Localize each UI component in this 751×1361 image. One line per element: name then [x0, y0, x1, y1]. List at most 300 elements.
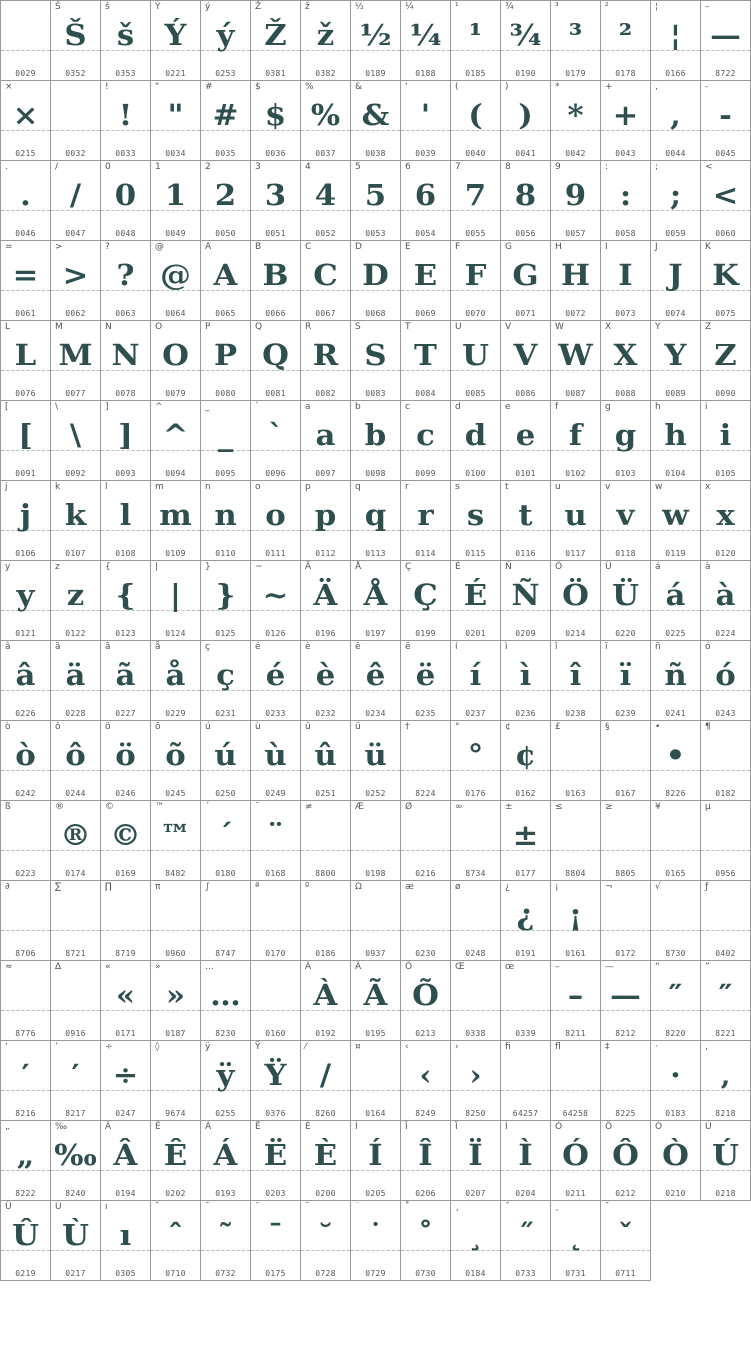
glyph-label: é — [255, 642, 261, 652]
glyph-sample: Ù — [62, 1217, 89, 1252]
glyph-label: A — [205, 242, 212, 252]
glyph-cell — [401, 481, 451, 561]
glyph-code: 0217 — [65, 1269, 86, 1278]
glyph-cell — [501, 241, 551, 321]
glyph-cell — [551, 561, 601, 641]
glyph-code: 0077 — [65, 389, 86, 398]
glyph-sample: & — [361, 97, 390, 132]
glyph-sample: Û — [12, 1217, 39, 1252]
glyph-sample: 8 — [514, 177, 537, 212]
glyph-code: 0103 — [615, 469, 636, 478]
glyph-label: Ç — [405, 562, 412, 572]
glyph-label: } — [205, 562, 211, 572]
glyph-sample — [701, 815, 751, 855]
glyph-sample: . — [20, 177, 31, 212]
glyph-code: 0121 — [15, 629, 36, 638]
glyph-code: 0161 — [565, 949, 586, 958]
glyph-sample: a — [315, 417, 336, 452]
glyph-sample: ? — [116, 257, 135, 292]
glyph-sample: Í — [368, 1137, 383, 1172]
glyph-code: 8230 — [215, 1029, 236, 1038]
glyph-label: ¥ — [655, 802, 661, 812]
glyph-sample: š — [116, 17, 135, 52]
glyph-code: 0117 — [565, 549, 586, 558]
glyph-label: » — [155, 962, 161, 972]
glyph-label: ⁄ — [305, 1042, 307, 1052]
glyph-code: 0189 — [365, 69, 386, 78]
glyph-cell — [501, 961, 551, 1041]
glyph-cell — [451, 721, 501, 801]
glyph-code: 0053 — [365, 229, 386, 238]
glyph-cell — [51, 241, 101, 321]
glyph-sample — [1, 895, 51, 935]
glyph-code: 0083 — [365, 389, 386, 398]
glyph-cell — [1, 881, 51, 961]
glyph-sample: ¦ — [669, 17, 682, 52]
glyph-label: ì — [505, 642, 508, 652]
glyph-sample: ] — [118, 417, 133, 452]
glyph-code: 0100 — [465, 469, 486, 478]
glyph-cell — [651, 561, 701, 641]
glyph-cell — [301, 961, 351, 1041]
glyph-sample: ü — [364, 737, 387, 772]
glyph-label: f — [555, 402, 559, 412]
glyph-sample: ´ — [217, 817, 234, 852]
glyph-label: Ò — [655, 1122, 663, 1132]
glyph-code: 0120 — [715, 549, 736, 558]
glyph-sample: ² — [618, 17, 633, 52]
glyph-cell — [201, 1121, 251, 1201]
glyph-cell — [201, 241, 251, 321]
glyph-label: Ï — [455, 1122, 458, 1132]
glyph-cell — [551, 1, 601, 81]
glyph-code: 0190 — [515, 69, 536, 78]
glyph-sample: ˝ — [517, 1217, 534, 1252]
glyph-code: 0199 — [415, 629, 436, 638]
glyph-label: ﬂ — [555, 1042, 561, 1052]
glyph-code: 0114 — [415, 549, 436, 558]
glyph-cell — [301, 561, 351, 641]
glyph-cell — [1, 1121, 51, 1201]
glyph-cell — [451, 881, 501, 961]
glyph-label: 4 — [305, 162, 311, 172]
glyph-label: v — [605, 482, 611, 492]
glyph-sample: @ — [160, 257, 191, 292]
glyph-cell — [701, 801, 751, 881]
glyph-code: 8249 — [415, 1109, 436, 1118]
glyph-cell — [1, 81, 51, 161]
glyph-label: ’ — [55, 1042, 58, 1052]
glyph-label: # — [205, 82, 213, 92]
glyph-cell — [101, 321, 151, 401]
glyph-cell — [501, 481, 551, 561]
glyph-cell — [601, 561, 651, 641]
glyph-sample: S — [364, 337, 387, 372]
glyph-sample — [51, 975, 101, 1015]
glyph-cell — [701, 401, 751, 481]
glyph-cell — [301, 481, 351, 561]
glyph-sample: ± — [512, 817, 539, 852]
glyph-code: 0204 — [515, 1189, 536, 1198]
glyph-cell — [51, 81, 101, 161]
glyph-code: 0123 — [115, 629, 136, 638]
glyph-code: 0732 — [215, 1269, 236, 1278]
glyph-cell — [551, 1121, 601, 1201]
glyph-label: i — [705, 402, 708, 412]
glyph-code: 0960 — [165, 949, 186, 958]
glyph-cell — [251, 801, 301, 881]
glyph-cell — [501, 401, 551, 481]
glyph-sample: ″ — [668, 977, 683, 1012]
glyph-code: 0916 — [65, 1029, 86, 1038]
glyph-sample: ï — [619, 657, 632, 692]
glyph-label: L — [5, 322, 11, 332]
glyph-sample: T — [414, 337, 437, 372]
glyph-cell — [601, 481, 651, 561]
glyph-cell — [351, 1041, 401, 1121]
glyph-code: 0728 — [315, 1269, 336, 1278]
glyph-label: á — [655, 562, 661, 572]
glyph-label: ³ — [555, 2, 559, 12]
glyph-cell — [651, 161, 701, 241]
glyph-sample: W — [558, 337, 593, 372]
glyph-code: 8747 — [215, 949, 236, 958]
glyph-label: ® — [55, 802, 64, 812]
glyph-sample: « — [115, 977, 136, 1012]
glyph-cell — [1, 401, 51, 481]
glyph-cell — [401, 81, 451, 161]
glyph-label: b — [355, 402, 361, 412]
glyph-code: 0195 — [365, 1029, 386, 1038]
glyph-code: 0710 — [165, 1269, 186, 1278]
glyph-cell — [51, 1201, 101, 1281]
glyph-code: 0253 — [215, 69, 236, 78]
glyph-sample: s — [466, 497, 485, 532]
glyph-label: ∑ — [55, 882, 62, 892]
glyph-sample: + — [612, 97, 639, 132]
glyph-label: Y — [655, 322, 661, 332]
glyph-label: ª — [255, 882, 260, 892]
glyph-cell — [151, 401, 201, 481]
glyph-sample: ô — [65, 737, 86, 772]
glyph-label: ò — [5, 722, 11, 732]
glyph-label: D — [355, 242, 362, 252]
glyph-label: π — [155, 882, 161, 892]
glyph-sample: Ú — [712, 1137, 739, 1172]
glyph-sample: 0 — [114, 177, 137, 212]
glyph-label: ó — [705, 642, 711, 652]
glyph-sample: u — [564, 497, 587, 532]
glyph-cell — [701, 321, 751, 401]
glyph-code: 0170 — [265, 949, 286, 958]
glyph-cell — [1, 721, 51, 801]
glyph-label: X — [605, 322, 612, 332]
glyph-sample: Ç — [413, 577, 438, 612]
glyph-sample: ) — [518, 97, 533, 132]
glyph-code: 0402 — [715, 949, 736, 958]
glyph-sample: > — [62, 257, 89, 292]
glyph-cell — [301, 161, 351, 241]
glyph-label: " — [155, 82, 160, 92]
glyph-code: 64258 — [562, 1109, 589, 1118]
glyph-cell — [601, 961, 651, 1041]
glyph-label: x — [705, 482, 711, 492]
glyph-code: 8220 — [665, 1029, 686, 1038]
glyph-cell — [451, 1041, 501, 1121]
glyph-sample: ¯ — [267, 1217, 284, 1252]
glyph-label: N — [105, 322, 112, 332]
glyph-code: 0044 — [665, 149, 686, 158]
glyph-label: ç — [205, 642, 210, 652]
glyph-label: ¡ — [555, 882, 559, 892]
glyph-code: 0160 — [265, 1029, 286, 1038]
glyph-code: 0048 — [115, 229, 136, 238]
glyph-code: 0227 — [115, 709, 136, 718]
glyph-label: H — [555, 242, 562, 252]
glyph-sample: ö — [115, 737, 136, 772]
glyph-cell — [51, 1041, 101, 1121]
glyph-label: Š — [55, 2, 61, 12]
glyph-cell — [1, 561, 51, 641]
glyph-cell — [551, 1201, 601, 1281]
glyph-code: 64257 — [512, 1109, 539, 1118]
glyph-label: % — [305, 82, 314, 92]
glyph-label: Œ — [455, 962, 465, 972]
glyph-code: 0194 — [115, 1189, 136, 1198]
glyph-cell — [51, 161, 101, 241]
glyph-label: ˙ — [355, 1202, 360, 1212]
glyph-code: 8706 — [15, 949, 36, 958]
glyph-code: 0113 — [365, 549, 386, 558]
glyph-label: , — [655, 82, 658, 92]
glyph-code: 0196 — [315, 629, 336, 638]
glyph-sample — [1, 975, 51, 1015]
glyph-cell — [651, 961, 701, 1041]
glyph-label: ¨ — [255, 802, 260, 812]
glyph-code: 0216 — [415, 869, 436, 878]
glyph-label: ¼ — [405, 2, 414, 12]
glyph-sample — [601, 815, 651, 855]
glyph-label: Ì — [505, 1122, 508, 1132]
glyph-code: 0078 — [115, 389, 136, 398]
glyph-sample: ¹ — [468, 17, 483, 52]
glyph-cell — [351, 321, 401, 401]
glyph-code: 0116 — [515, 549, 536, 558]
glyph-cell — [501, 1, 551, 81]
glyph-code: 0040 — [465, 149, 486, 158]
glyph-cell — [701, 1, 751, 81]
glyph-cell — [451, 401, 501, 481]
glyph-cell — [701, 561, 751, 641]
glyph-label: ˇ — [605, 1202, 610, 1212]
glyph-sample: · — [670, 1057, 681, 1092]
glyph-label: . — [5, 162, 8, 172]
glyph-label: • — [655, 722, 661, 732]
glyph-code: 8730 — [665, 949, 686, 958]
glyph-cell — [551, 161, 601, 241]
glyph-cell — [451, 1, 501, 81]
glyph-sample — [251, 895, 301, 935]
glyph-sample: Ó — [562, 1137, 589, 1172]
glyph-cell — [51, 641, 101, 721]
glyph-code: 0041 — [515, 149, 536, 158]
glyph-label: Ω — [355, 882, 362, 892]
glyph-code: 0352 — [65, 69, 86, 78]
glyph-code: 0192 — [315, 1029, 336, 1038]
glyph-sample: Ë — [263, 1137, 288, 1172]
glyph-sample: { — [115, 577, 136, 612]
glyph-label: ë — [405, 642, 411, 652]
glyph-code: 0089 — [665, 389, 686, 398]
glyph-label: ≠ — [305, 802, 313, 812]
glyph-sample — [451, 895, 501, 935]
glyph-sample: Ò — [662, 1137, 689, 1172]
glyph-sample: x — [716, 497, 735, 532]
glyph-label: ∏ — [105, 882, 112, 892]
glyph-sample: ã — [115, 657, 136, 692]
glyph-sample — [51, 95, 101, 135]
glyph-label: z — [55, 562, 60, 572]
glyph-sample — [601, 895, 651, 935]
glyph-label: 3 — [255, 162, 261, 172]
glyph-sample: ˙ — [367, 1217, 384, 1252]
glyph-cell — [251, 161, 301, 241]
glyph-sample: 4 — [314, 177, 337, 212]
glyph-sample: ³ — [568, 17, 583, 52]
glyph-label: ı — [105, 1202, 108, 1212]
glyph-cell — [251, 241, 301, 321]
glyph-label: ¦ — [655, 2, 659, 12]
glyph-code: 0176 — [465, 789, 486, 798]
glyph-label: É — [455, 562, 461, 572]
glyph-label: r — [405, 482, 409, 492]
glyph-cell — [651, 881, 701, 961]
glyph-code: 8734 — [465, 869, 486, 878]
glyph-label: µ — [705, 802, 711, 812]
glyph-label: — — [605, 962, 614, 972]
glyph-sample: ù — [264, 737, 287, 772]
glyph-label: Û — [5, 1202, 12, 1212]
glyph-label: à — [705, 562, 711, 572]
glyph-label: + — [605, 82, 613, 92]
glyph-label: : — [605, 162, 609, 172]
glyph-code: 0249 — [265, 789, 286, 798]
glyph-code: 0215 — [15, 149, 36, 158]
glyph-code: 0107 — [65, 549, 86, 558]
glyph-cell — [451, 481, 501, 561]
glyph-cell — [401, 721, 451, 801]
glyph-label: Ã — [355, 962, 362, 972]
glyph-code: 0231 — [215, 709, 236, 718]
glyph-sample — [301, 815, 351, 855]
glyph-sample: g — [614, 417, 637, 452]
glyph-label: Å — [355, 562, 362, 572]
glyph-sample: ˚ — [417, 1217, 434, 1252]
glyph-label: p — [305, 482, 311, 492]
glyph-cell — [1, 1041, 51, 1121]
glyph-cell — [401, 801, 451, 881]
glyph-code: 0305 — [115, 1269, 136, 1278]
glyph-cell — [401, 321, 451, 401]
glyph-label: G — [505, 242, 512, 252]
glyph-code: 0225 — [665, 629, 686, 638]
glyph-label: › — [455, 1042, 459, 1052]
glyph-cell — [351, 721, 401, 801]
glyph-label: § — [605, 722, 610, 732]
glyph-sample: 3 — [264, 177, 287, 212]
glyph-cell — [501, 1041, 551, 1121]
glyph-sample: » — [165, 977, 186, 1012]
glyph-cell — [351, 961, 401, 1041]
glyph-sample: á — [665, 577, 686, 612]
glyph-code: 0244 — [65, 789, 86, 798]
glyph-label: ù — [255, 722, 261, 732]
glyph-cell — [101, 881, 151, 961]
glyph-label: œ — [505, 962, 515, 972]
glyph-label: ˜ — [205, 1202, 210, 1212]
glyph-cell — [251, 1121, 301, 1201]
glyph-code: 0171 — [115, 1029, 136, 1038]
glyph-code: 0250 — [215, 789, 236, 798]
glyph-cell — [401, 1, 451, 81]
glyph-cell — [101, 81, 151, 161]
glyph-sample: ¨ — [267, 817, 284, 852]
glyph-cell — [601, 161, 651, 241]
glyph-cell — [651, 481, 701, 561]
glyph-code: 0247 — [115, 1109, 136, 1118]
glyph-label: Ÿ — [255, 1042, 261, 1052]
glyph-label: ˛ — [555, 1202, 560, 1212]
glyph-cell — [201, 961, 251, 1041]
glyph-sample: , — [670, 97, 681, 132]
glyph-sample: ™ — [160, 817, 191, 852]
glyph-sample: l — [119, 497, 132, 532]
glyph-code: 0029 — [15, 69, 36, 78]
glyph-code: 0095 — [215, 469, 236, 478]
glyph-cell — [251, 721, 301, 801]
glyph-sample: q — [364, 497, 387, 532]
glyph-sample: k — [64, 497, 87, 532]
glyph-code: 9674 — [165, 1109, 186, 1118]
glyph-cell — [101, 161, 151, 241]
glyph-cell — [501, 1201, 551, 1281]
glyph-code: 0248 — [465, 949, 486, 958]
glyph-sample: › — [469, 1057, 482, 1092]
glyph-label: 8 — [505, 162, 511, 172]
glyph-label: O — [155, 322, 163, 332]
glyph-code: 0062 — [65, 309, 86, 318]
glyph-label: ' — [405, 82, 408, 92]
glyph-code: 0085 — [465, 389, 486, 398]
glyph-sample: ‰ — [54, 1137, 97, 1172]
glyph-sample: À — [313, 977, 338, 1012]
glyph-sample: M — [58, 337, 93, 372]
glyph-label: / — [55, 162, 59, 172]
glyph-label: · — [655, 1042, 658, 1052]
glyph-label: J — [655, 242, 658, 252]
glyph-sample: H — [560, 257, 591, 292]
glyph-cell — [651, 81, 701, 161]
glyph-code: 8482 — [165, 869, 186, 878]
glyph-label: Z — [705, 322, 712, 332]
glyph-cell — [151, 1, 201, 81]
glyph-sample — [51, 895, 101, 935]
glyph-label: T — [405, 322, 411, 332]
glyph-sample: b — [364, 417, 387, 452]
glyph-code: 0068 — [365, 309, 386, 318]
glyph-cell — [601, 641, 651, 721]
glyph-cell — [1, 321, 51, 401]
